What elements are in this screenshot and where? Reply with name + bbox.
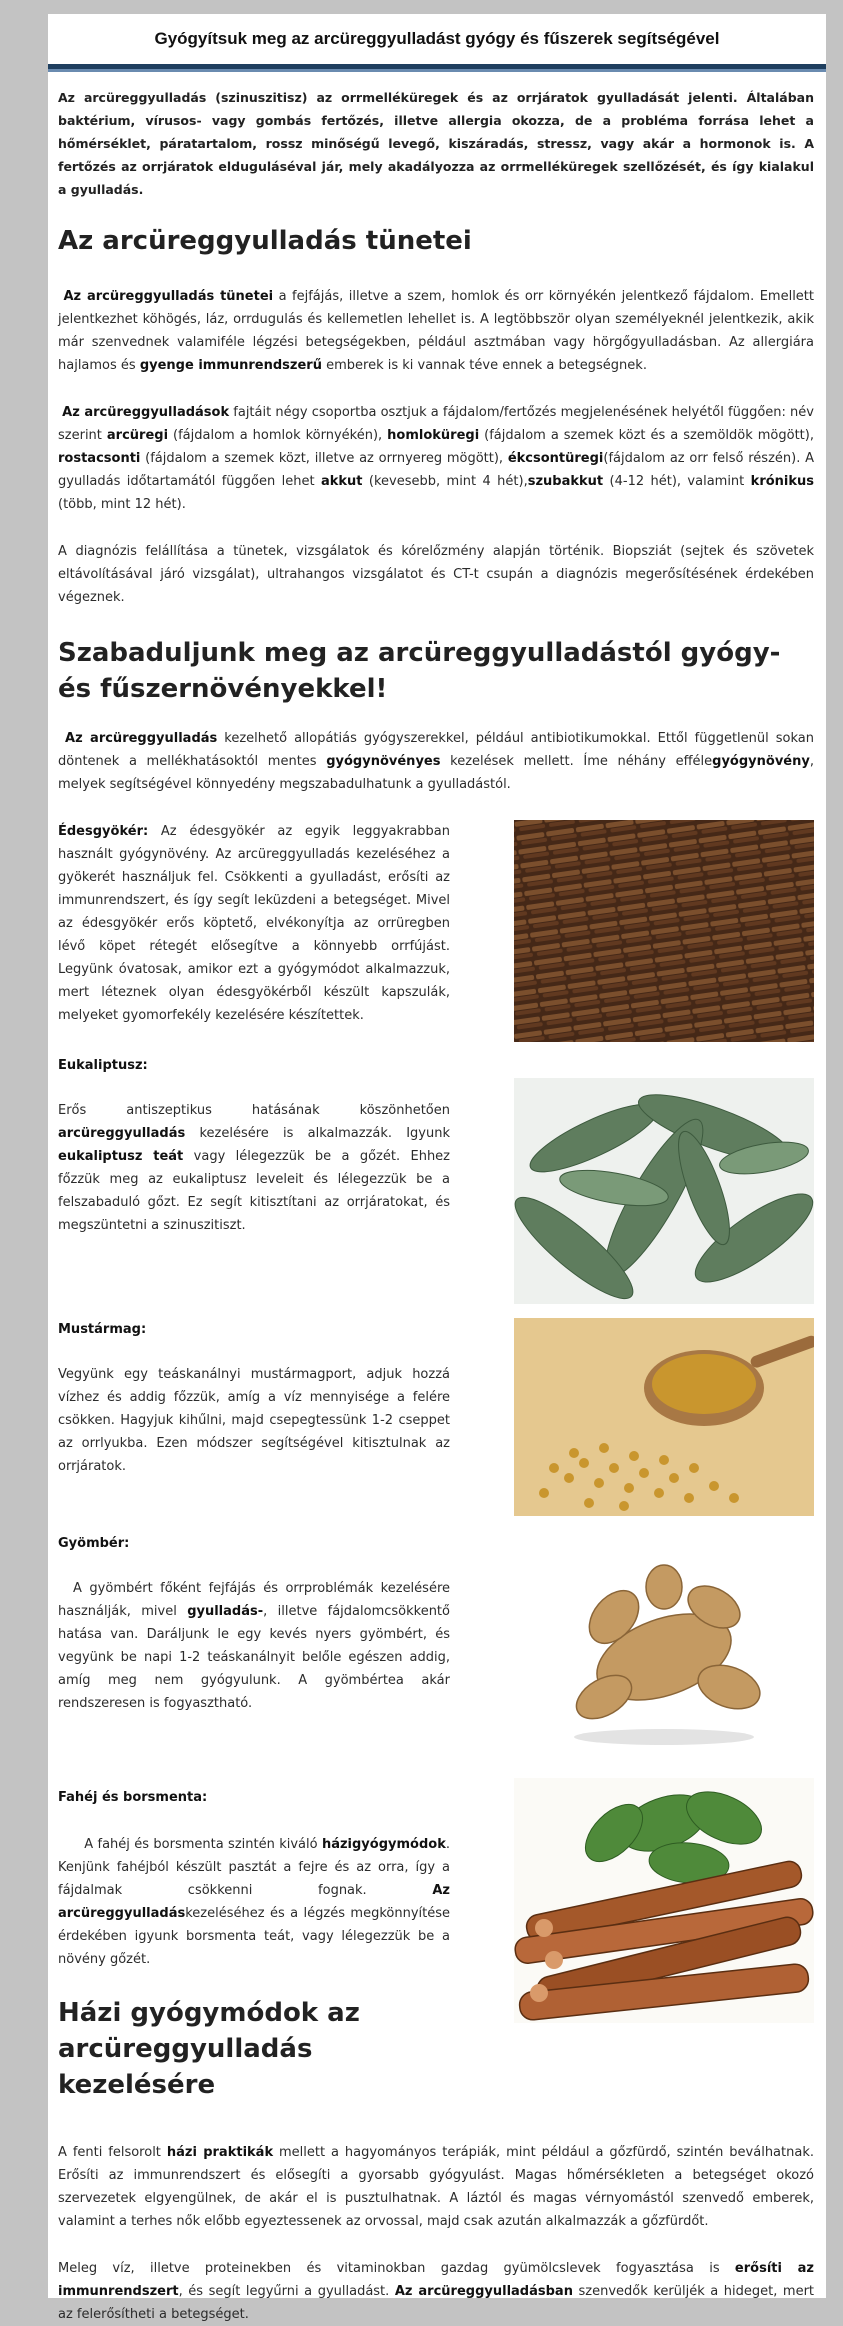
ginger-text: A gyömbért főként fejfájás és orrproblémák kezelésére használják, mivel gyulladás-, illetve fájdalomcsökkentő hatása van. Daráljunk le egy kevés nyers gyömbért, és vegyünk be napi 1-2 teáskanálnyit belőle egészen addig, amíg meg nem gyógyulunk. A gyömbértea akár rendszeresen is fogyasztható.	[58, 1581, 450, 1711]
herb-mustard	[58, 1318, 814, 1516]
page-title: Gyógyítsuk meg az arcüreggyulladást gyógy és fűszerek segítségével	[154, 29, 720, 48]
intro-paragraph: Az arcüreggyulladás (szinuszitisz) az orrmelléküregek és az orrjáratok gyulladását jelenti. Általában baktérium, vírusos- vagy gombás fertőzés, illetve allergia okozza, de a probléma forrása lehet a hőmérséklet, páratartalom, rossz minőségű levegő, kiszáradás, stressz, vagy akár a hormonok is. A fertőzés az orrjáratok elduguláséval jár, mely akadályozza az orrmelléküregek szellőzését, és így kialakul a gyulladás.	[58, 90, 814, 197]
licorice-root-image	[514, 820, 814, 1042]
herb-ginger	[58, 1532, 814, 1752]
home-remedies-heading: Házi gyógymódok az arcüreggyulladás kezelésére	[58, 1998, 360, 2100]
symptoms-paragraph-2: Az arcüreggyulladások fajtáit négy csoportba osztjuk a fájdalom/fertőzés megjelenésének helyétől függően: név szerint arcüregi (fájdalom a homlok környékén), homloküregi (fájdalom a szemek közt és a szemöldök mögött), rostacsonti (fájdalom a szemek közt, illetve az orrnyereg mögött), ékcsontüregi(fájdalom az orr felső részén). A gyulladás időtartamától függően lehet akkut (kevesebb, mint 4 hét),szubakkut (4-12 hét), valamint krónikus (több, mint 12 hét).	[58, 405, 815, 512]
herbs-intro-paragraph: Az arcüreggyulladás kezelhető allopátiás gyógyszerekkel, például antibiotikumokkal. Ettől függetlenül sokan döntenek a mellékhatásoktól mentes gyógynövényes kezelések mellett. Íme néhány effélegyógynövény, melyek segítségével könnyedény megszabadulhatunk a gyulladástól.	[58, 731, 814, 792]
eucalyptus-title: Eukaliptusz:	[58, 1058, 148, 1073]
licorice-text: Édesgyökér: Az édesgyökér az egyik leggyakrabban használt gyógynövény. Az arcüreggyulladás kezeléséhez a gyökerét használjuk fel. Csökkenti a gyulladást, erősíti az immunrendszert, és így segít leküzdeni a betegséget. Mivel az édesgyökér erős köptető, elvékonyítja az orrüregben lévő köpet rétegét elősegítve a könnyebb orrfújást. Legyünk óvatosak, amikor ezt a gyógymódot alkalmazzuk, mert léteznek olyan édesgyökérből készült kapszulák, melyeket gyomorfekély kezelésére készítettek.	[58, 824, 450, 1023]
herb-eucalyptus	[58, 1054, 814, 1304]
eucalyptus-leaves-image	[514, 1078, 814, 1304]
herb-cinnamon-peppermint	[58, 1786, 814, 2023]
header-divider-accent	[48, 69, 826, 72]
symptoms-paragraph-3: A diagnózis felállítása a tünetek, vizsgálatok és kórelőzmény alapján történik. Biopsziát (sejtek és szövetek eltávolításával járó vizsgálat), ultrahangos vizsgálatot és CT-t csupán a diagnózis megerősítésének érdekében végeznek.	[58, 544, 814, 605]
symptoms-heading: Az arcüreggyulladás tünetei	[58, 226, 472, 256]
herbs-heading: Szabaduljunk meg az arcüreggyulladástól gyógy- és fűszernövényekkel!	[58, 638, 781, 704]
mustard-text: Vegyünk egy teáskanálnyi mustármagport, adjuk hozzá vízhez és addig főzzük, amíg a víz mennyisége a felére csökken. Hagyjuk kihűlni, majd csepegtessünk 1-2 cseppet az orrlyukba. Ezen módszer segítségével kitisztulnak az orrjáratok.	[58, 1367, 450, 1474]
home-remedies-paragraph-2: Meleg víz, illetve proteinekben és vitaminokban gazdag gyümölcslevek fogyasztása is erősíti az immunrendszert, és segít legyűrni a gyulladást. Az arcüreggyulladásban szenvedők kerüljék a hideget, mert az felerősítheti a betegséget.	[58, 2261, 815, 2322]
ginger-title: Gyömbér:	[58, 1536, 130, 1551]
cinnamon-mint-image	[514, 1778, 814, 2023]
page-frame	[48, 14, 826, 2322]
herb-licorice	[58, 820, 814, 1042]
mustard-title: Mustármag:	[58, 1322, 147, 1337]
home-remedies-paragraph-1: A fenti felsorolt házi praktikák mellett a hagyományos terápiák, mint például a gőzfürdő, szintén beválhatnak. Erősíti az immunrendszert és elősegíti a gyorsabb gyógyulást. Magas hőmérsékleten a betegséget okozó szervezetek elgyengülnek, de akár el is pusztulhatnak. A láztól és magas vérnyomástól szenvedő emberek, valamint a terhes nők előbb egyeztessenek az orvossal, majd csak azután alkalmazzák a gőzfürdőt.	[58, 2145, 814, 2229]
article-body	[48, 86, 826, 2326]
symptoms-paragraph-1: Az arcüreggyulladás tünetei a fejfájás, illetve a szem, homlok és orr környékén jelentkező fájdalom. Emellett jelentkezhet köhögés, láz, orrdugulás és kellemetlen lehellet is. A legtöbbször olyan személyeknél jelentkezik, akik már szenvednek valamiféle légzési betegségekben, például asztmában vagy hörgőgyulladásban. Az allergiára hajlamos és gyenge immunrendszerű emberek is ki vannak téve ennek a betegségnek.	[58, 289, 814, 373]
ginger-root-image	[514, 1547, 814, 1752]
cinnamon-title: Fahéj és borsmenta:	[58, 1790, 208, 1805]
cinnamon-text: A fahéj és borsmenta szintén kiváló házigyógymódok. Kenjünk fahéjból készült pasztát a fejre és az orra, így a fájdalmak csökkenni fognak. Az arcüreggyulladáskezeléséhez és a légzés megkönnyítése érdekében igyunk borsmenta teát, vagy lélegezzük be a növény gőzét.	[58, 1837, 450, 1967]
mustard-seed-image	[514, 1318, 814, 1516]
eucalyptus-text: Erős antiszeptikus hatásának köszönhetően arcüreggyulladás kezelésére is alkalmazzák. Igyunk eukaliptusz teát vagy lélegezzük be a gőzét. Ehhez főzzük meg az eukaliptusz leveleit és lélegezzük be a felszabaduló gőzt. Ez segít kitisztítani az orrjáratokat, és megszüntetni a szinuszitiszt.	[58, 1103, 450, 1233]
